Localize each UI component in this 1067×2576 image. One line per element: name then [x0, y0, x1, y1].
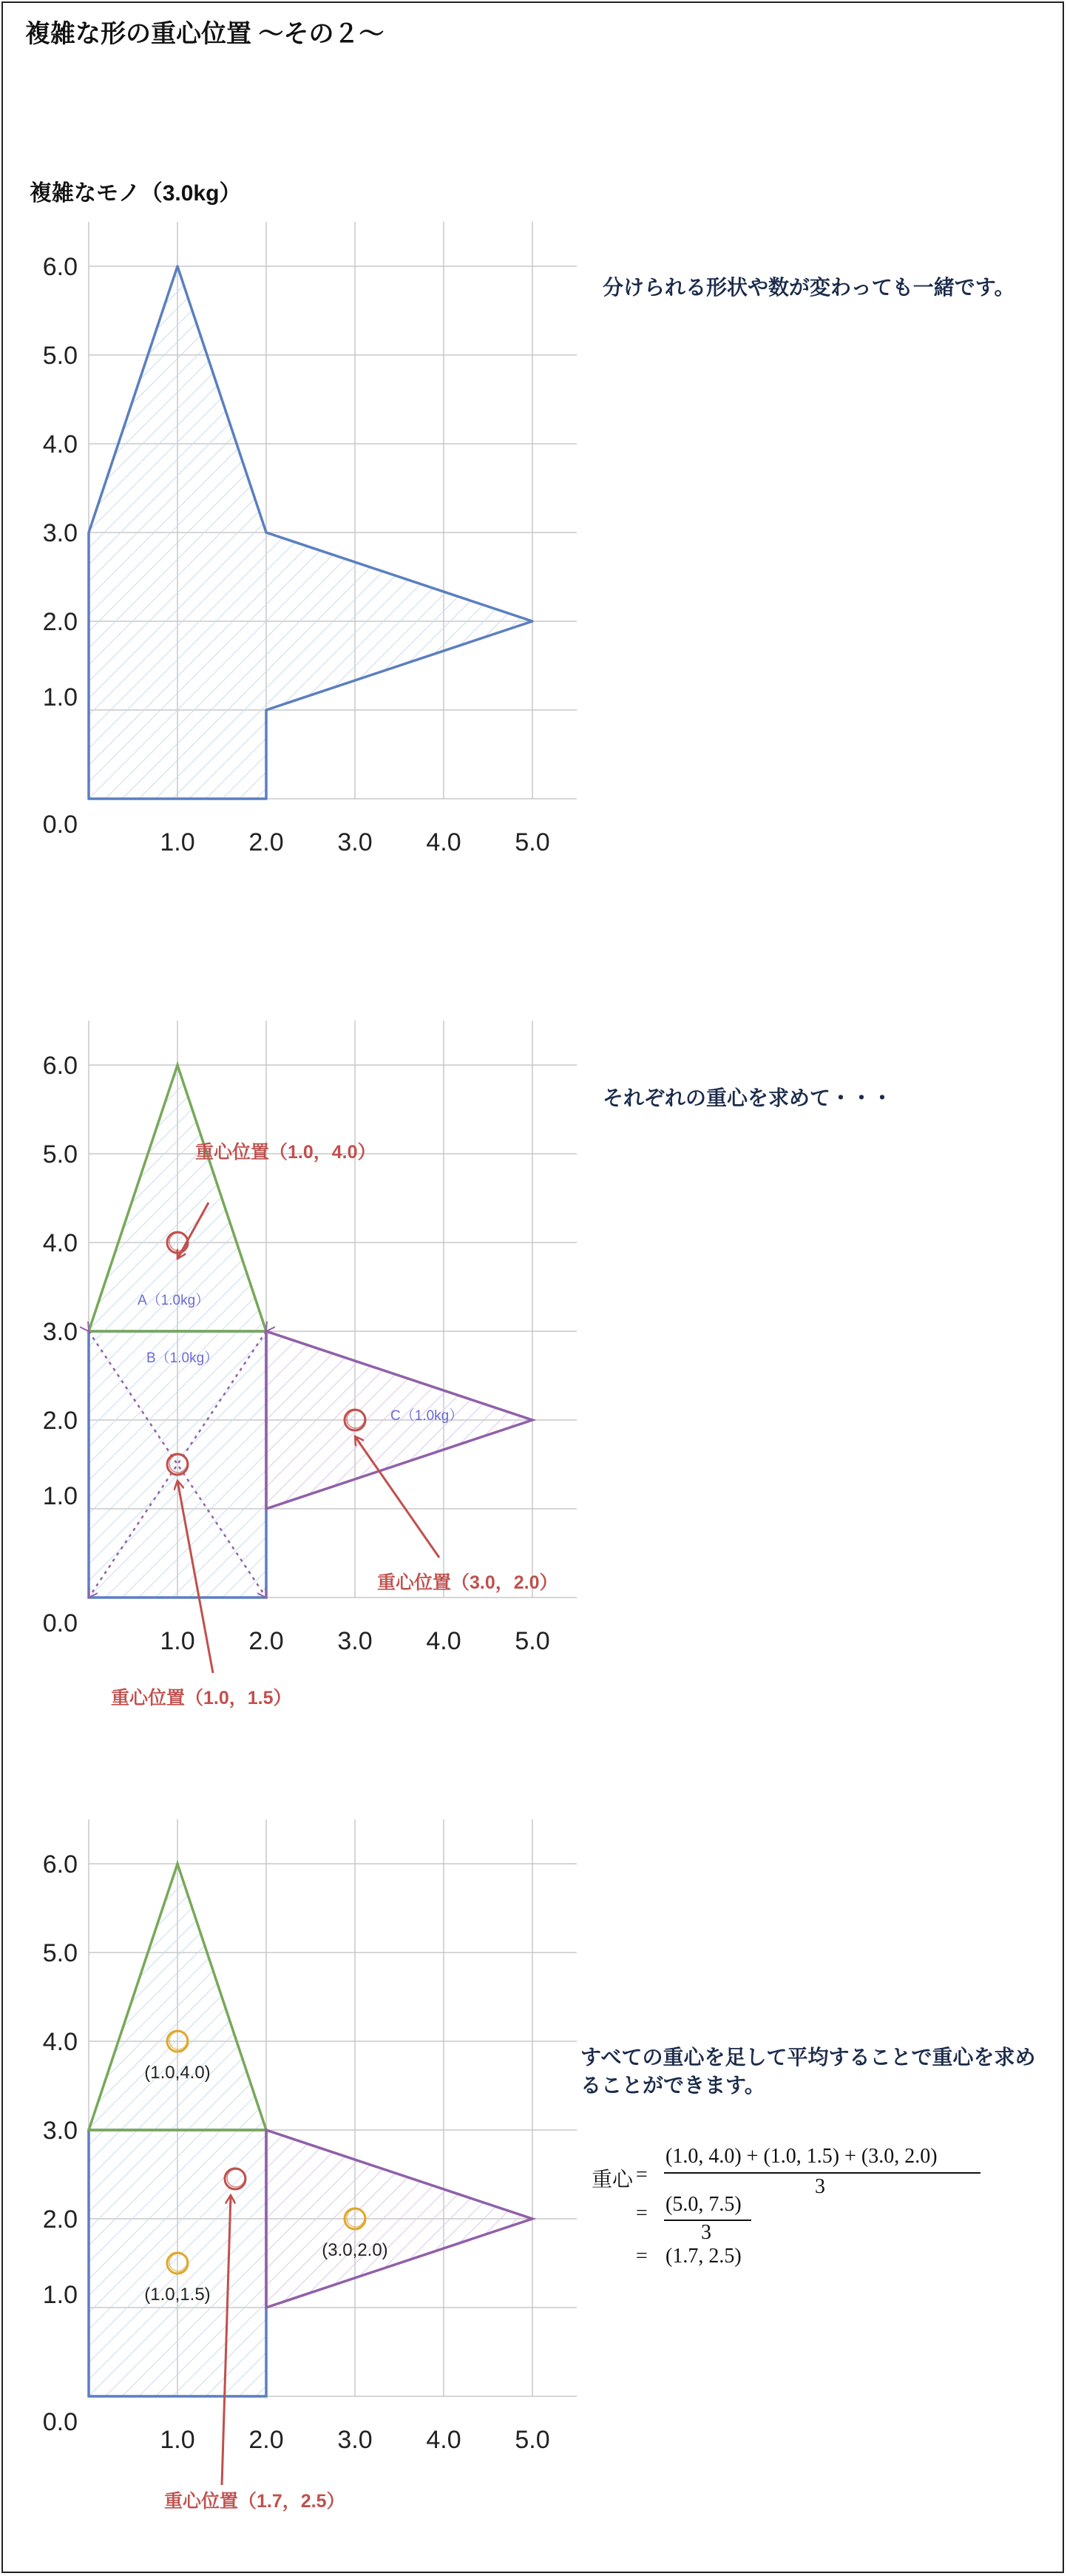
y-tick-label: 5.0: [42, 1939, 78, 1967]
y-tick-label: 4.0: [42, 430, 78, 459]
formula-fraction-bar-1: [664, 2172, 980, 2174]
x-tick-label: 5.0: [515, 1627, 550, 1655]
centroid-formula: [592, 2141, 1035, 2282]
page-title: 複雑な形の重心位置 〜その２〜: [25, 20, 385, 48]
y-tick-label: 4.0: [42, 1229, 78, 1257]
y-tick-label: 0.0: [42, 811, 78, 839]
y-tick-label: 5.0: [42, 342, 78, 370]
x-tick-label: 3.0: [337, 2426, 373, 2454]
formula-denominator-1: 3: [815, 2175, 825, 2198]
y-tick-label: 1.0: [42, 2281, 78, 2309]
y-tick-label: 6.0: [42, 1850, 78, 1879]
x-tick-label: 1.0: [160, 2426, 195, 2454]
part-label: B（1.0kg）: [146, 1350, 219, 1366]
note-panel2: それぞれの重心を求めて・・・: [603, 1086, 893, 1109]
y-tick-label: 0.0: [42, 1609, 78, 1637]
y-tick-label: 0.0: [42, 2408, 78, 2436]
y-tick-label: 3.0: [42, 519, 78, 547]
x-tick-label: 3.0: [337, 1627, 373, 1655]
part-a-triangle: [89, 1864, 266, 2130]
note-panel3: すべての重心を足して平均することで重心を求めることができます。: [580, 2046, 1036, 2097]
diagram-panel-average: [0, 1598, 1067, 2559]
y-tick-label: 3.0: [42, 2117, 78, 2145]
part-label: A（1.0kg）: [138, 1293, 210, 1308]
formula-equals-3: =: [636, 2245, 648, 2268]
y-tick-label: 1.0: [42, 683, 78, 711]
formula-numerator-1: (1.0, 4.0) + (1.0, 1.5) + (3.0, 2.0): [665, 2145, 938, 2168]
x-tick-label: 5.0: [515, 2426, 550, 2454]
x-tick-label: 3.0: [337, 828, 373, 856]
x-tick-label: 5.0: [515, 828, 550, 856]
combined-centroid-label: 重心位置（1.7，2.5）: [164, 2491, 345, 2512]
part-centroid-label: (1.0,4.0): [144, 2063, 211, 2083]
x-tick-label: 4.0: [426, 2426, 461, 2454]
formula-denominator-2: 3: [701, 2221, 711, 2244]
diagram-panel-original: [0, 0, 1067, 856]
centroid-label: 重心位置（1.0，1.5）: [111, 1688, 292, 1708]
y-tick-label: 5.0: [42, 1140, 78, 1169]
formula-equals-2: =: [636, 2202, 648, 2225]
y-tick-label: 4.0: [42, 2028, 78, 2056]
x-tick-label: 4.0: [426, 828, 461, 856]
y-tick-label: 2.0: [42, 608, 78, 636]
x-tick-label: 2.0: [248, 1627, 284, 1655]
centroid-label: 重心位置（1.0，4.0）: [195, 1142, 376, 1163]
object-subtitle: 複雑なモノ（3.0kg）: [30, 181, 242, 206]
formula-result: (1.7, 2.5): [665, 2245, 742, 2268]
y-tick-label: 6.0: [42, 1052, 78, 1080]
y-tick-label: 2.0: [42, 1407, 78, 1435]
x-tick-label: 1.0: [160, 1627, 195, 1655]
part-a-triangle: [89, 1065, 266, 1331]
x-tick-label: 1.0: [160, 828, 195, 856]
part-label: C（1.0kg）: [390, 1408, 464, 1424]
part-b-rectangle: [89, 1331, 266, 1598]
formula-equals-1: =: [636, 2163, 648, 2186]
y-tick-label: 6.0: [42, 253, 78, 281]
y-tick-label: 1.0: [42, 1482, 78, 1510]
y-tick-label: 2.0: [42, 2205, 78, 2234]
centroid-label: 重心位置（3.0，2.0）: [377, 1572, 558, 1593]
formula-numerator-2: (5.0, 7.5): [665, 2193, 742, 2216]
part-centroid-label: (3.0,2.0): [322, 2240, 388, 2260]
x-tick-label: 4.0: [426, 1627, 461, 1655]
note-panel1: 分けられる形状や数が変わっても一緒です。: [603, 276, 1015, 299]
part-centroid-label: (1.0,1.5): [144, 2285, 211, 2305]
part-c-triangle: [266, 2130, 532, 2308]
x-tick-label: 2.0: [248, 828, 284, 856]
x-tick-label: 2.0: [248, 2426, 284, 2454]
y-tick-label: 3.0: [42, 1318, 78, 1346]
formula-lhs: 重心: [592, 2168, 634, 2191]
